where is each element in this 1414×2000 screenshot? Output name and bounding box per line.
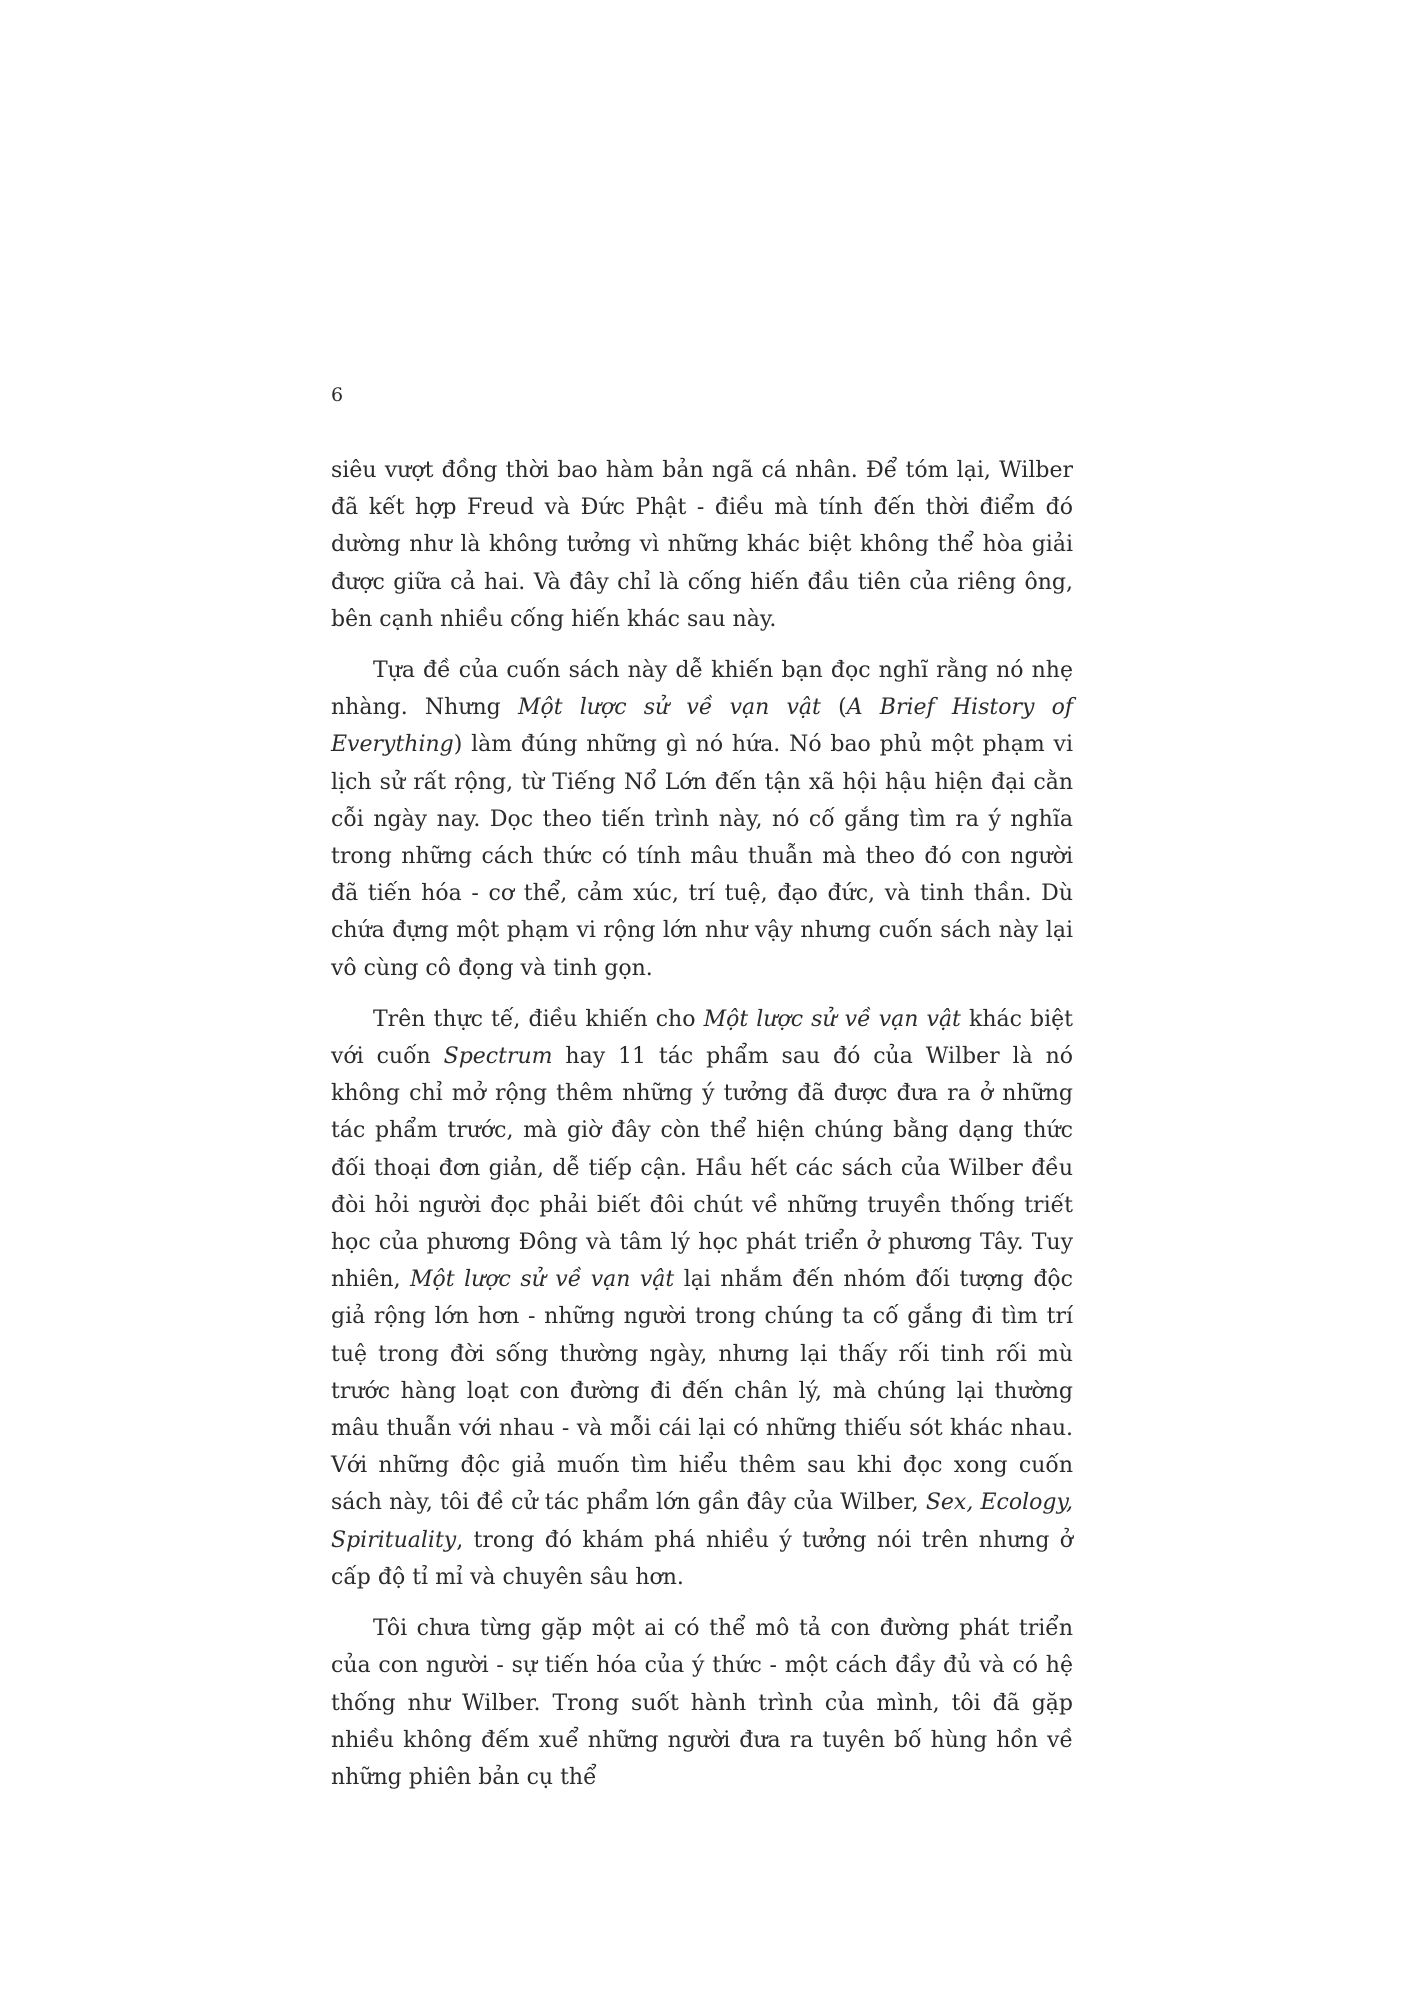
paragraph-3 <box>331 1001 1073 1596</box>
text-segment: Tôi chưa từng gặp một ai có thể mô tả con đường phát triển của con người - sự tiến hóa của ý thức - một cách đầy đủ và có hệ thống như Wilber. Trong suốt hành trình của mình, tôi đã gặp nhiều không đếm xuể những người đưa ra tuyên bố hùng hồn về những phiên bản cụ thể <box>331 1616 1073 1790</box>
text-segment: khác biệt với cuốn <box>331 1006 1073 1070</box>
paragraph-1 <box>331 452 1073 638</box>
paragraph-2 <box>331 652 1073 987</box>
text-segment: ) làm đúng những gì nó hứa. Nó bao phủ một phạm vi lịch sử rất rộng, từ Tiếng Nổ Lớn đến tận xã hội hậu hiện đại cằn cỗi ngày nay. Dọc theo tiến trình này, nó cố gắng tìm ra ý nghĩa trong những cách thức có tính mâu thuẫn mà theo đó con người đã tiến hóa - cơ thể, cảm xúc, trí tuệ, đạo đức, và tinh thần. Dù chứa đựng một phạm vi rộng lớn như vậy nhưng cuốn sách này lại vô cùng cô đọng và tinh gọn. <box>331 732 1073 981</box>
book-title-italic: Một lược sử về vạn vật <box>703 1006 961 1032</box>
book-title-italic: Sex, Ecology, Spirituality <box>331 1490 1073 1553</box>
book-title-italic: Một lược sử về vạn vật <box>410 1267 675 1293</box>
text-segment: ( <box>820 695 847 721</box>
book-title-italic: Một lược sử về vạn vật <box>517 695 821 721</box>
text-segment: lại nhắm đến nhóm đối tượng độc giả rộng lớn hơn - những người trong chúng ta cố gắng đi tìm trí tuệ trong đời sống thường ngày, nhưng lại thấy rối tinh rối mù trước hàng loạt con đường đi đến chân lý, mà chúng lại thường mâu thuẫn với nhau - và mỗi cái lại có những thiếu sót khác nhau. Với những độc giả muốn tìm hiểu thêm sau khi đọc xong cuốn sách này, tôi đề cử tác phẩm lớn gần đây của Wilber, <box>331 1267 1073 1516</box>
text-segment: , trong đó khám phá nhiều ý tưởng nói trên nhưng ở cấp độ tỉ mỉ và chuyên sâu hơn. <box>331 1527 1073 1590</box>
body-text <box>331 452 1073 1810</box>
page-number: 6 <box>331 384 344 406</box>
text-segment: hay 11 tác phẩm sau đó của Wilber là nó không chỉ mở rộng thêm những ý tưởng đã được đưa ra ở những tác phẩm trước, mà giờ đây còn thể hiện chúng bằng dạng thức đối thoại đơn giản, dễ tiếp cận. Hầu hết các sách của Wilber đều đòi hỏi người đọc phải biết đôi chút về những truyền thống triết học của phương Đông và tâm lý học phát triển ở phương Tây. Tuy nhiên, <box>331 1044 1073 1293</box>
text-segment: Trên thực tế, điều khiến cho <box>373 1006 704 1032</box>
book-title-italic: Spectrum <box>443 1044 553 1070</box>
text-segment: Tựa đề của cuốn sách này dễ khiến bạn đọc nghĩ rằng nó nhẹ nhàng. Nhưng <box>331 658 1073 721</box>
book-title-italic: A Brief History of Everything <box>331 695 1074 758</box>
text-segment: siêu vượt đồng thời bao hàm bản ngã cá nhân. Để tóm lại, Wilber đã kết hợp Freud và Đức Phật - điều mà tính đến thời điểm đó dường như là không tưởng vì những khác biệt không thể hòa giải được giữa cả hai. Và đây chỉ là cống hiến đầu tiên của riêng ông, bên cạnh nhiều cống hiến khác sau này. <box>331 458 1073 632</box>
paragraph-4 <box>331 1610 1073 1796</box>
